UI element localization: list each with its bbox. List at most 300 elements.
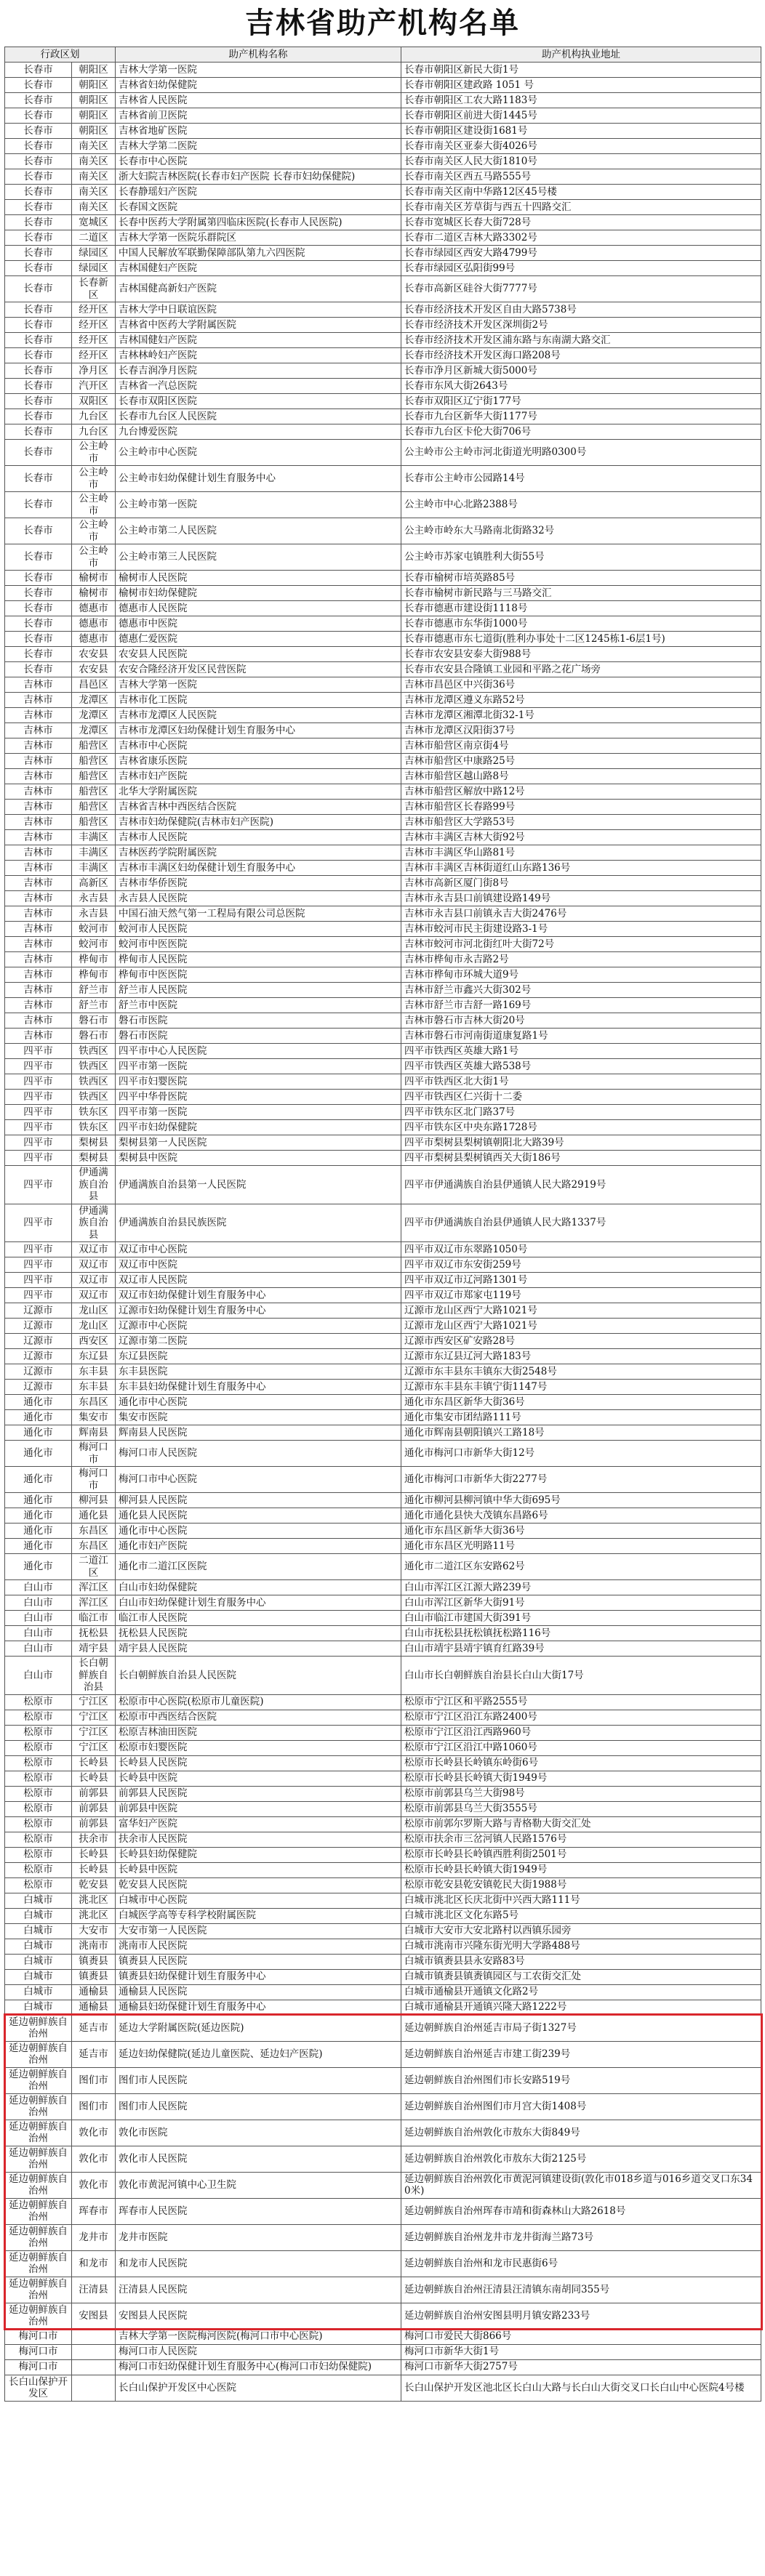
region-city-cell: 延边朝鲜族自治州	[5, 2146, 72, 2172]
institution-name-cell: 磐石市医院	[116, 1029, 401, 1044]
table-row	[5, 800, 761, 815]
institution-address-cell: 松原市宁江区沿江东路2400号	[401, 1710, 761, 1725]
institution-name-cell: 长白朝鲜族自治县人民医院	[116, 1657, 401, 1695]
table-row	[5, 1847, 761, 1862]
region-city-cell: 吉林市	[5, 754, 72, 769]
region-city-cell: 白山市	[5, 1657, 72, 1695]
institution-name-cell: 吉林市妇幼保健院(吉林市妇产医院)	[116, 815, 401, 830]
table-row	[5, 1877, 761, 1893]
table-row	[5, 409, 761, 424]
institution-name-cell: 乾安县人民医院	[116, 1877, 401, 1893]
table-row	[5, 1771, 761, 1786]
institution-address-cell: 吉林市磐石市吉林大街20号	[401, 1013, 761, 1029]
institution-address-cell: 长春市绿园区弘阳街99号	[401, 261, 761, 276]
institution-address-cell: 松原市长岭县长岭镇东岭街6号	[401, 1755, 761, 1771]
table-row	[5, 1364, 761, 1380]
region-district-cell: 长岭县	[72, 1862, 116, 1877]
region-city-cell: 长春市	[5, 333, 72, 348]
institution-address-cell: 吉林市龙潭区遵义东路52号	[401, 693, 761, 708]
institution-name-cell: 长春吉润净月医院	[116, 363, 401, 379]
institution-name-cell: 通榆县妇幼保健计划生育服务中心	[116, 2000, 401, 2015]
institution-name-cell: 四平市第一医院	[116, 1059, 401, 1074]
institution-address-cell: 松原市宁江区沿江中路1060号	[401, 1740, 761, 1755]
region-city-cell: 四平市	[5, 1204, 72, 1242]
institution-name-cell: 靖宇县人民医院	[116, 1641, 401, 1657]
institution-address-cell: 白城市洮北区长庆北街中兴西大路111号	[401, 1893, 761, 1908]
region-district-cell: 二道区	[72, 230, 116, 246]
table-row	[5, 1425, 761, 1441]
institution-address-cell: 白城市通榆县开通镇文化路2号	[401, 1984, 761, 2000]
region-district-cell: 德惠市	[72, 632, 116, 647]
region-city-cell: 吉林市	[5, 983, 72, 998]
institution-address-cell: 长春市经济技术开发区海口路208号	[401, 348, 761, 363]
institution-name-cell: 扶余市人民医院	[116, 1832, 401, 1847]
region-city-cell: 通化市	[5, 1524, 72, 1539]
region-city-cell: 辽源市	[5, 1334, 72, 1349]
institution-name-cell: 吉林国健高新妇产医院	[116, 276, 401, 302]
table-row	[5, 1013, 761, 1029]
table-row	[5, 394, 761, 409]
table-row	[5, 1954, 761, 1969]
region-city-cell: 白山市	[5, 1641, 72, 1657]
region-city-cell: 长春市	[5, 318, 72, 333]
table-row	[5, 1044, 761, 1059]
table-row	[5, 108, 761, 124]
institution-address-cell: 长春市双阳区辽宁街177号	[401, 394, 761, 409]
institution-address-cell: 辽源市东丰县东丰镇东大街2548号	[401, 1364, 761, 1380]
institution-name-cell: 公主岭市第二人民医院	[116, 518, 401, 544]
table-row	[5, 1862, 761, 1877]
table-row	[5, 601, 761, 616]
table-row	[5, 1595, 761, 1611]
institution-address-cell: 公主岭市苏家屯镇胜利大街55号	[401, 544, 761, 571]
region-city-cell: 长春市	[5, 394, 72, 409]
region-city-cell: 延边朝鲜族自治州	[5, 2067, 72, 2093]
institution-address-cell: 四平市铁东区北门路37号	[401, 1105, 761, 1120]
region-city-cell: 白城市	[5, 1954, 72, 1969]
institution-name-cell: 双辽市中心医院	[116, 1242, 401, 1257]
institution-name-cell: 长春国文医院	[116, 200, 401, 215]
table-row	[5, 363, 761, 379]
region-district-cell: 永吉县	[72, 891, 116, 906]
region-district-cell: 东昌区	[72, 1524, 116, 1539]
header-address: 助产机构执业地址	[401, 47, 761, 63]
institution-name-cell: 蛟河市中医医院	[116, 937, 401, 952]
region-city-cell: 通化市	[5, 1539, 72, 1554]
region-district-cell: 宁江区	[72, 1725, 116, 1740]
region-city-cell: 长春市	[5, 466, 72, 492]
institution-name-cell: 安图县人民医院	[116, 2303, 401, 2329]
table-row	[5, 333, 761, 348]
institution-address-cell: 通化市集安市团结路111号	[401, 1410, 761, 1425]
institution-address-cell: 长春市九台区新华大街1177号	[401, 409, 761, 424]
region-district-cell: 前郭县	[72, 1816, 116, 1832]
region-district-cell: 净月区	[72, 363, 116, 379]
institution-name-cell: 柳河县人民医院	[116, 1493, 401, 1508]
region-district-cell: 南关区	[72, 185, 116, 200]
institution-address-cell: 通化市东昌区光明路11号	[401, 1539, 761, 1554]
institution-address-cell: 四平市铁西区英雄大路538号	[401, 1059, 761, 1074]
region-district-cell: 东辽县	[72, 1349, 116, 1364]
region-district-cell: 安图县	[72, 2303, 116, 2329]
institution-address-cell: 吉林市舒兰市吉舒一路169号	[401, 998, 761, 1013]
region-city-cell: 长春市	[5, 261, 72, 276]
table-row	[5, 861, 761, 876]
region-district-cell: 伊通满族自治县	[72, 1166, 116, 1204]
institution-name-cell: 前郭县中医院	[116, 1801, 401, 1816]
institution-name-cell: 桦甸市中医医院	[116, 967, 401, 983]
institution-name-cell: 四平市第一医院	[116, 1105, 401, 1120]
institution-name-cell: 长岭县妇幼保健院	[116, 1847, 401, 1862]
region-district-cell	[72, 2375, 116, 2401]
region-city-cell: 四平市	[5, 1120, 72, 1135]
institution-name-cell: 白山市妇幼保健院	[116, 1580, 401, 1595]
table-row	[5, 2198, 761, 2224]
region-district-cell: 南关区	[72, 154, 116, 169]
table-row	[5, 983, 761, 998]
institution-name-cell: 舒兰市人民医院	[116, 983, 401, 998]
region-district-cell: 磐石市	[72, 1013, 116, 1029]
table-row	[5, 63, 761, 78]
region-city-cell: 延边朝鲜族自治州	[5, 2224, 72, 2250]
institution-address-cell: 白城市洮北区文化东路5号	[401, 1908, 761, 1923]
institution-address-cell: 长春市农安县合隆镇工业园和平路之花广场旁	[401, 662, 761, 677]
region-district-cell: 柳河县	[72, 1493, 116, 1508]
institution-name-cell: 吉林大学第一医院	[116, 63, 401, 78]
region-city-cell: 长春市	[5, 363, 72, 379]
institution-address-cell: 四平市伊通满族自治县伊通镇人民大路1337号	[401, 1204, 761, 1242]
institution-address-cell: 白山市浑江区新华大街91号	[401, 1595, 761, 1611]
institution-name-cell: 洮南市人民医院	[116, 1939, 401, 1954]
region-city-cell: 白山市	[5, 1611, 72, 1626]
region-city-cell: 吉林市	[5, 891, 72, 906]
institution-address-cell: 辽源市东辽县辽河大路183号	[401, 1349, 761, 1364]
region-district-cell: 和龙市	[72, 2250, 116, 2277]
institution-name-cell: 吉林市人民医院	[116, 830, 401, 845]
region-city-cell: 长春市	[5, 169, 72, 185]
table-row	[5, 632, 761, 647]
institution-name-cell: 吉林林岭妇产医院	[116, 348, 401, 363]
institution-address-cell: 延边朝鲜族自治州珲春市靖和街森林山大路2618号	[401, 2198, 761, 2224]
region-district-cell: 南关区	[72, 200, 116, 215]
region-district-cell: 蛟河市	[72, 937, 116, 952]
institution-address-cell: 梅河口市爱民大街866号	[401, 2329, 761, 2344]
institution-address-cell: 长春市朝阳区工农大路1183号	[401, 93, 761, 108]
region-district-cell: 榆树市	[72, 571, 116, 586]
region-city-cell: 四平市	[5, 1135, 72, 1151]
institution-name-cell: 德惠市中医院	[116, 616, 401, 632]
institution-address-cell: 吉林市桦甸市环城大道9号	[401, 967, 761, 983]
region-district-cell: 龙山区	[72, 1319, 116, 1334]
institution-name-cell: 吉林大学第一医院乐群院区	[116, 230, 401, 246]
institution-address-cell: 长春市经济技术开发区自由大路5738号	[401, 302, 761, 318]
institution-address-cell: 吉林市船营区解放中路12号	[401, 784, 761, 800]
institution-name-cell: 长岭县中医院	[116, 1771, 401, 1786]
table-row	[5, 1467, 761, 1493]
institution-address-cell: 长春市农安县安泰大街988号	[401, 647, 761, 662]
region-city-cell: 辽源市	[5, 1349, 72, 1364]
table-row	[5, 466, 761, 492]
region-city-cell: 梅河口市	[5, 2359, 72, 2375]
institution-address-cell: 长春市高新区硅谷大街7777号	[401, 276, 761, 302]
region-city-cell: 通化市	[5, 1554, 72, 1580]
institution-address-cell: 吉林市高新区厦门街8号	[401, 876, 761, 891]
region-district-cell: 双阳区	[72, 394, 116, 409]
institution-address-cell: 长春市绿园区西安大路4799号	[401, 246, 761, 261]
region-district-cell: 龙井市	[72, 2224, 116, 2250]
region-district-cell: 敦化市	[72, 2120, 116, 2146]
table-row	[5, 1319, 761, 1334]
table-row	[5, 937, 761, 952]
institution-address-cell: 长白山保护开发区池北区长白山大路与长白山大街交叉口长白山中心医院4号楼	[401, 2375, 761, 2401]
institution-name-cell: 吉林大学第一医院	[116, 677, 401, 693]
region-city-cell: 吉林市	[5, 861, 72, 876]
institution-address-cell: 吉林市蛟河市河北街红叶大街72号	[401, 937, 761, 952]
table-row	[5, 139, 761, 154]
table-row	[5, 2120, 761, 2146]
region-district-cell: 东昌区	[72, 1395, 116, 1410]
institution-name-cell: 北华大学附属医院	[116, 784, 401, 800]
institution-name-cell: 通榆县人民医院	[116, 1984, 401, 2000]
region-district-cell: 敦化市	[72, 2172, 116, 2198]
region-city-cell: 吉林市	[5, 1013, 72, 1029]
region-district-cell	[72, 2329, 116, 2344]
region-city-cell: 松原市	[5, 1862, 72, 1877]
table-row	[5, 440, 761, 466]
region-district-cell: 长白朝鲜族自治县	[72, 1657, 116, 1695]
institution-name-cell: 吉林大学中日联谊医院	[116, 302, 401, 318]
institution-name-cell: 图们市人民医院	[116, 2093, 401, 2120]
region-city-cell: 长春市	[5, 246, 72, 261]
region-city-cell: 松原市	[5, 1847, 72, 1862]
region-city-cell: 长春市	[5, 108, 72, 124]
table-row	[5, 1242, 761, 1257]
region-district-cell: 丰满区	[72, 861, 116, 876]
table-row	[5, 967, 761, 983]
institution-name-cell: 白城医学高等专科学校附属医院	[116, 1908, 401, 1923]
region-city-cell: 吉林市	[5, 800, 72, 815]
institution-address-cell: 延边朝鲜族自治州安图县明月镇安路233号	[401, 2303, 761, 2329]
region-city-cell: 通化市	[5, 1493, 72, 1508]
region-city-cell: 吉林市	[5, 784, 72, 800]
institution-name-cell: 梅河口市人民医院	[116, 2344, 401, 2359]
institution-name-cell: 龙井市医院	[116, 2224, 401, 2250]
region-city-cell: 四平市	[5, 1059, 72, 1074]
institution-address-cell: 通化市梅河口市新华大街2277号	[401, 1467, 761, 1493]
region-district-cell: 洮北区	[72, 1908, 116, 1923]
institution-name-cell: 吉林省地矿医院	[116, 124, 401, 139]
institution-name-cell: 延边妇幼保健院(延边儿童医院、延边妇产医院)	[116, 2041, 401, 2067]
region-city-cell: 长春市	[5, 185, 72, 200]
region-city-cell: 长春市	[5, 571, 72, 586]
institution-address-cell: 长春市德惠市东七道街(胜利办事处十二区1245栋1-6层1号)	[401, 632, 761, 647]
institution-address-cell: 松原市前郭县乌兰大街3555号	[401, 1801, 761, 1816]
institution-address-cell: 白城市通榆县开通镇兴隆大路1222号	[401, 2000, 761, 2015]
region-district-cell: 乾安县	[72, 1877, 116, 1893]
region-district-cell: 丰满区	[72, 830, 116, 845]
region-district-cell: 浑江区	[72, 1595, 116, 1611]
institution-address-cell: 松原市前郭县乌兰大街98号	[401, 1786, 761, 1801]
institution-name-cell: 镇赉县人民医院	[116, 1954, 401, 1969]
region-district-cell: 舒兰市	[72, 983, 116, 998]
institution-name-cell: 中国人民解放军联勤保障部队第九六四医院	[116, 246, 401, 261]
table-row	[5, 2303, 761, 2329]
institution-name-cell: 榆树市人民医院	[116, 571, 401, 586]
table-row	[5, 379, 761, 394]
region-city-cell: 延边朝鲜族自治州	[5, 2277, 72, 2303]
institution-address-cell: 长春市九台区卡伦大街706号	[401, 424, 761, 440]
institution-name-cell: 镇赉县妇幼保健计划生育服务中心	[116, 1969, 401, 1984]
institution-name-cell: 磐石市医院	[116, 1013, 401, 1029]
table-row	[5, 784, 761, 800]
region-city-cell: 长春市	[5, 124, 72, 139]
institution-name-cell: 敦化市黄泥河镇中心卫生院	[116, 2172, 401, 2198]
institution-name-cell: 中国石油天然气第一工程局有限公司总医院	[116, 906, 401, 922]
table-row	[5, 230, 761, 246]
region-district-cell: 铁东区	[72, 1105, 116, 1120]
institution-address-cell: 延边朝鲜族自治州龙井市龙井街海兰路73号	[401, 2224, 761, 2250]
institution-name-cell: 长白山保护开发区中心医院	[116, 2375, 401, 2401]
table-row	[5, 2172, 761, 2198]
institution-name-cell: 白山市妇幼保健计划生育服务中心	[116, 1595, 401, 1611]
institution-address-cell: 长春市德惠市东华街1000号	[401, 616, 761, 632]
region-city-cell: 吉林市	[5, 998, 72, 1013]
institution-address-cell: 延边朝鲜族自治州敦化市黄泥河镇建设街(敦化市018乡道与016乡道交叉口东340米)	[401, 2172, 761, 2198]
region-district-cell: 高新区	[72, 876, 116, 891]
institution-name-cell: 吉林省妇幼保健院	[116, 78, 401, 93]
region-city-cell: 长春市	[5, 302, 72, 318]
institution-name-cell: 汪清县人民医院	[116, 2277, 401, 2303]
institution-name-cell: 东丰县妇幼保健计划生育服务中心	[116, 1380, 401, 1395]
institution-address-cell: 长春市二道区吉林大路3302号	[401, 230, 761, 246]
table-row	[5, 1908, 761, 1923]
table-row	[5, 1349, 761, 1364]
region-city-cell: 通化市	[5, 1467, 72, 1493]
institution-name-cell: 吉林市丰满区妇幼保健计划生育服务中心	[116, 861, 401, 876]
institution-name-cell: 富华妇产医院	[116, 1816, 401, 1832]
institution-address-cell: 通化市东昌区新华大街36号	[401, 1395, 761, 1410]
institution-name-cell: 前郭县人民医院	[116, 1786, 401, 1801]
region-city-cell: 吉林市	[5, 906, 72, 922]
institution-address-cell: 长春市朝阳区前进大街1445号	[401, 108, 761, 124]
table-row	[5, 518, 761, 544]
region-district-cell: 双辽市	[72, 1288, 116, 1303]
table-row	[5, 891, 761, 906]
region-district-cell: 梨树县	[72, 1151, 116, 1166]
institution-address-cell: 松原市宁江区沿江西路960号	[401, 1725, 761, 1740]
region-district-cell: 船营区	[72, 769, 116, 784]
table-row	[5, 2041, 761, 2067]
region-district-cell: 龙潭区	[72, 708, 116, 723]
table-row	[5, 1524, 761, 1539]
document-title: 吉林省助产机构名单	[245, 6, 520, 40]
institution-name-cell: 通化市妇产医院	[116, 1539, 401, 1554]
region-city-cell: 松原市	[5, 1710, 72, 1725]
region-district-cell: 公主岭市	[72, 518, 116, 544]
table-row	[5, 677, 761, 693]
institution-address-cell: 长春市南关区西五马路555号	[401, 169, 761, 185]
region-district-cell	[72, 2359, 116, 2375]
table-row	[5, 169, 761, 185]
institution-address-cell: 辽源市龙山区西宁大路1021号	[401, 1303, 761, 1319]
institution-name-cell: 吉林市中心医院	[116, 738, 401, 754]
table-row	[5, 571, 761, 586]
region-district-cell: 桦甸市	[72, 952, 116, 967]
table-row	[5, 492, 761, 518]
region-city-cell: 四平市	[5, 1166, 72, 1204]
table-row	[5, 1151, 761, 1166]
table-row	[5, 1710, 761, 1725]
region-district-cell: 梨树县	[72, 1135, 116, 1151]
region-district-cell: 丰满区	[72, 845, 116, 861]
region-city-cell: 梅河口市	[5, 2344, 72, 2359]
region-district-cell: 船营区	[72, 800, 116, 815]
table-row	[5, 1657, 761, 1695]
table-row	[5, 1334, 761, 1349]
institution-address-cell: 白山市长白朝鲜族自治县长白山大街17号	[401, 1657, 761, 1695]
table-row	[5, 1611, 761, 1626]
institution-address-cell: 吉林市丰满区吉林大街92号	[401, 830, 761, 845]
region-city-cell: 松原市	[5, 1816, 72, 1832]
table-row	[5, 647, 761, 662]
region-city-cell: 延边朝鲜族自治州	[5, 2041, 72, 2067]
region-city-cell: 通化市	[5, 1508, 72, 1524]
region-district-cell: 图们市	[72, 2067, 116, 2093]
region-district-cell: 经开区	[72, 302, 116, 318]
region-city-cell: 四平市	[5, 1288, 72, 1303]
institution-address-cell: 长春市榆树市培英路85号	[401, 571, 761, 586]
region-city-cell: 长春市	[5, 586, 72, 601]
region-city-cell: 辽源市	[5, 1319, 72, 1334]
table-row	[5, 93, 761, 108]
table-row	[5, 261, 761, 276]
region-district-cell: 铁西区	[72, 1059, 116, 1074]
institution-address-cell: 松原市长岭县长岭镇西胜利街2501号	[401, 1847, 761, 1862]
table-row	[5, 1029, 761, 1044]
institution-name-cell: 白城市中心医院	[116, 1893, 401, 1908]
region-city-cell: 吉林市	[5, 876, 72, 891]
region-city-cell: 长春市	[5, 276, 72, 302]
institution-address-cell: 吉林市丰满区吉林街道红山东路136号	[401, 861, 761, 876]
region-city-cell: 白城市	[5, 1908, 72, 1923]
region-city-cell: 四平市	[5, 1242, 72, 1257]
region-city-cell: 辽源市	[5, 1380, 72, 1395]
region-district-cell: 榆树市	[72, 586, 116, 601]
region-district-cell: 抚松县	[72, 1626, 116, 1641]
region-district-cell: 铁东区	[72, 1120, 116, 1135]
institution-address-cell: 长春市南关区南中华路12区45号楼	[401, 185, 761, 200]
table-row	[5, 845, 761, 861]
institution-name-cell: 辽源市妇幼保健计划生育服务中心	[116, 1303, 401, 1319]
institution-address-cell: 白山市浑江区江源大路239号	[401, 1580, 761, 1595]
region-district-cell: 长岭县	[72, 1755, 116, 1771]
institution-address-cell: 通化市梅河口市新华大街12号	[401, 1441, 761, 1467]
institution-address-cell: 长春市朝阳区建政路 1051 号	[401, 78, 761, 93]
region-district-cell: 洮南市	[72, 1939, 116, 1954]
region-district-cell: 九台区	[72, 409, 116, 424]
institution-address-cell: 公主岭市公主岭市河北街道光明路0300号	[401, 440, 761, 466]
institution-name-cell: 伊通满族自治县民族医院	[116, 1204, 401, 1242]
table-row	[5, 2067, 761, 2093]
region-city-cell: 松原市	[5, 1755, 72, 1771]
institution-address-cell: 吉林市丰满区华山路81号	[401, 845, 761, 861]
region-district-cell: 昌邑区	[72, 677, 116, 693]
institution-name-cell: 临江市人民医院	[116, 1611, 401, 1626]
institution-name-cell: 长岭县中医院	[116, 1862, 401, 1877]
region-city-cell: 松原市	[5, 1801, 72, 1816]
region-city-cell: 四平市	[5, 1074, 72, 1090]
institution-name-cell: 珲春市人民医院	[116, 2198, 401, 2224]
